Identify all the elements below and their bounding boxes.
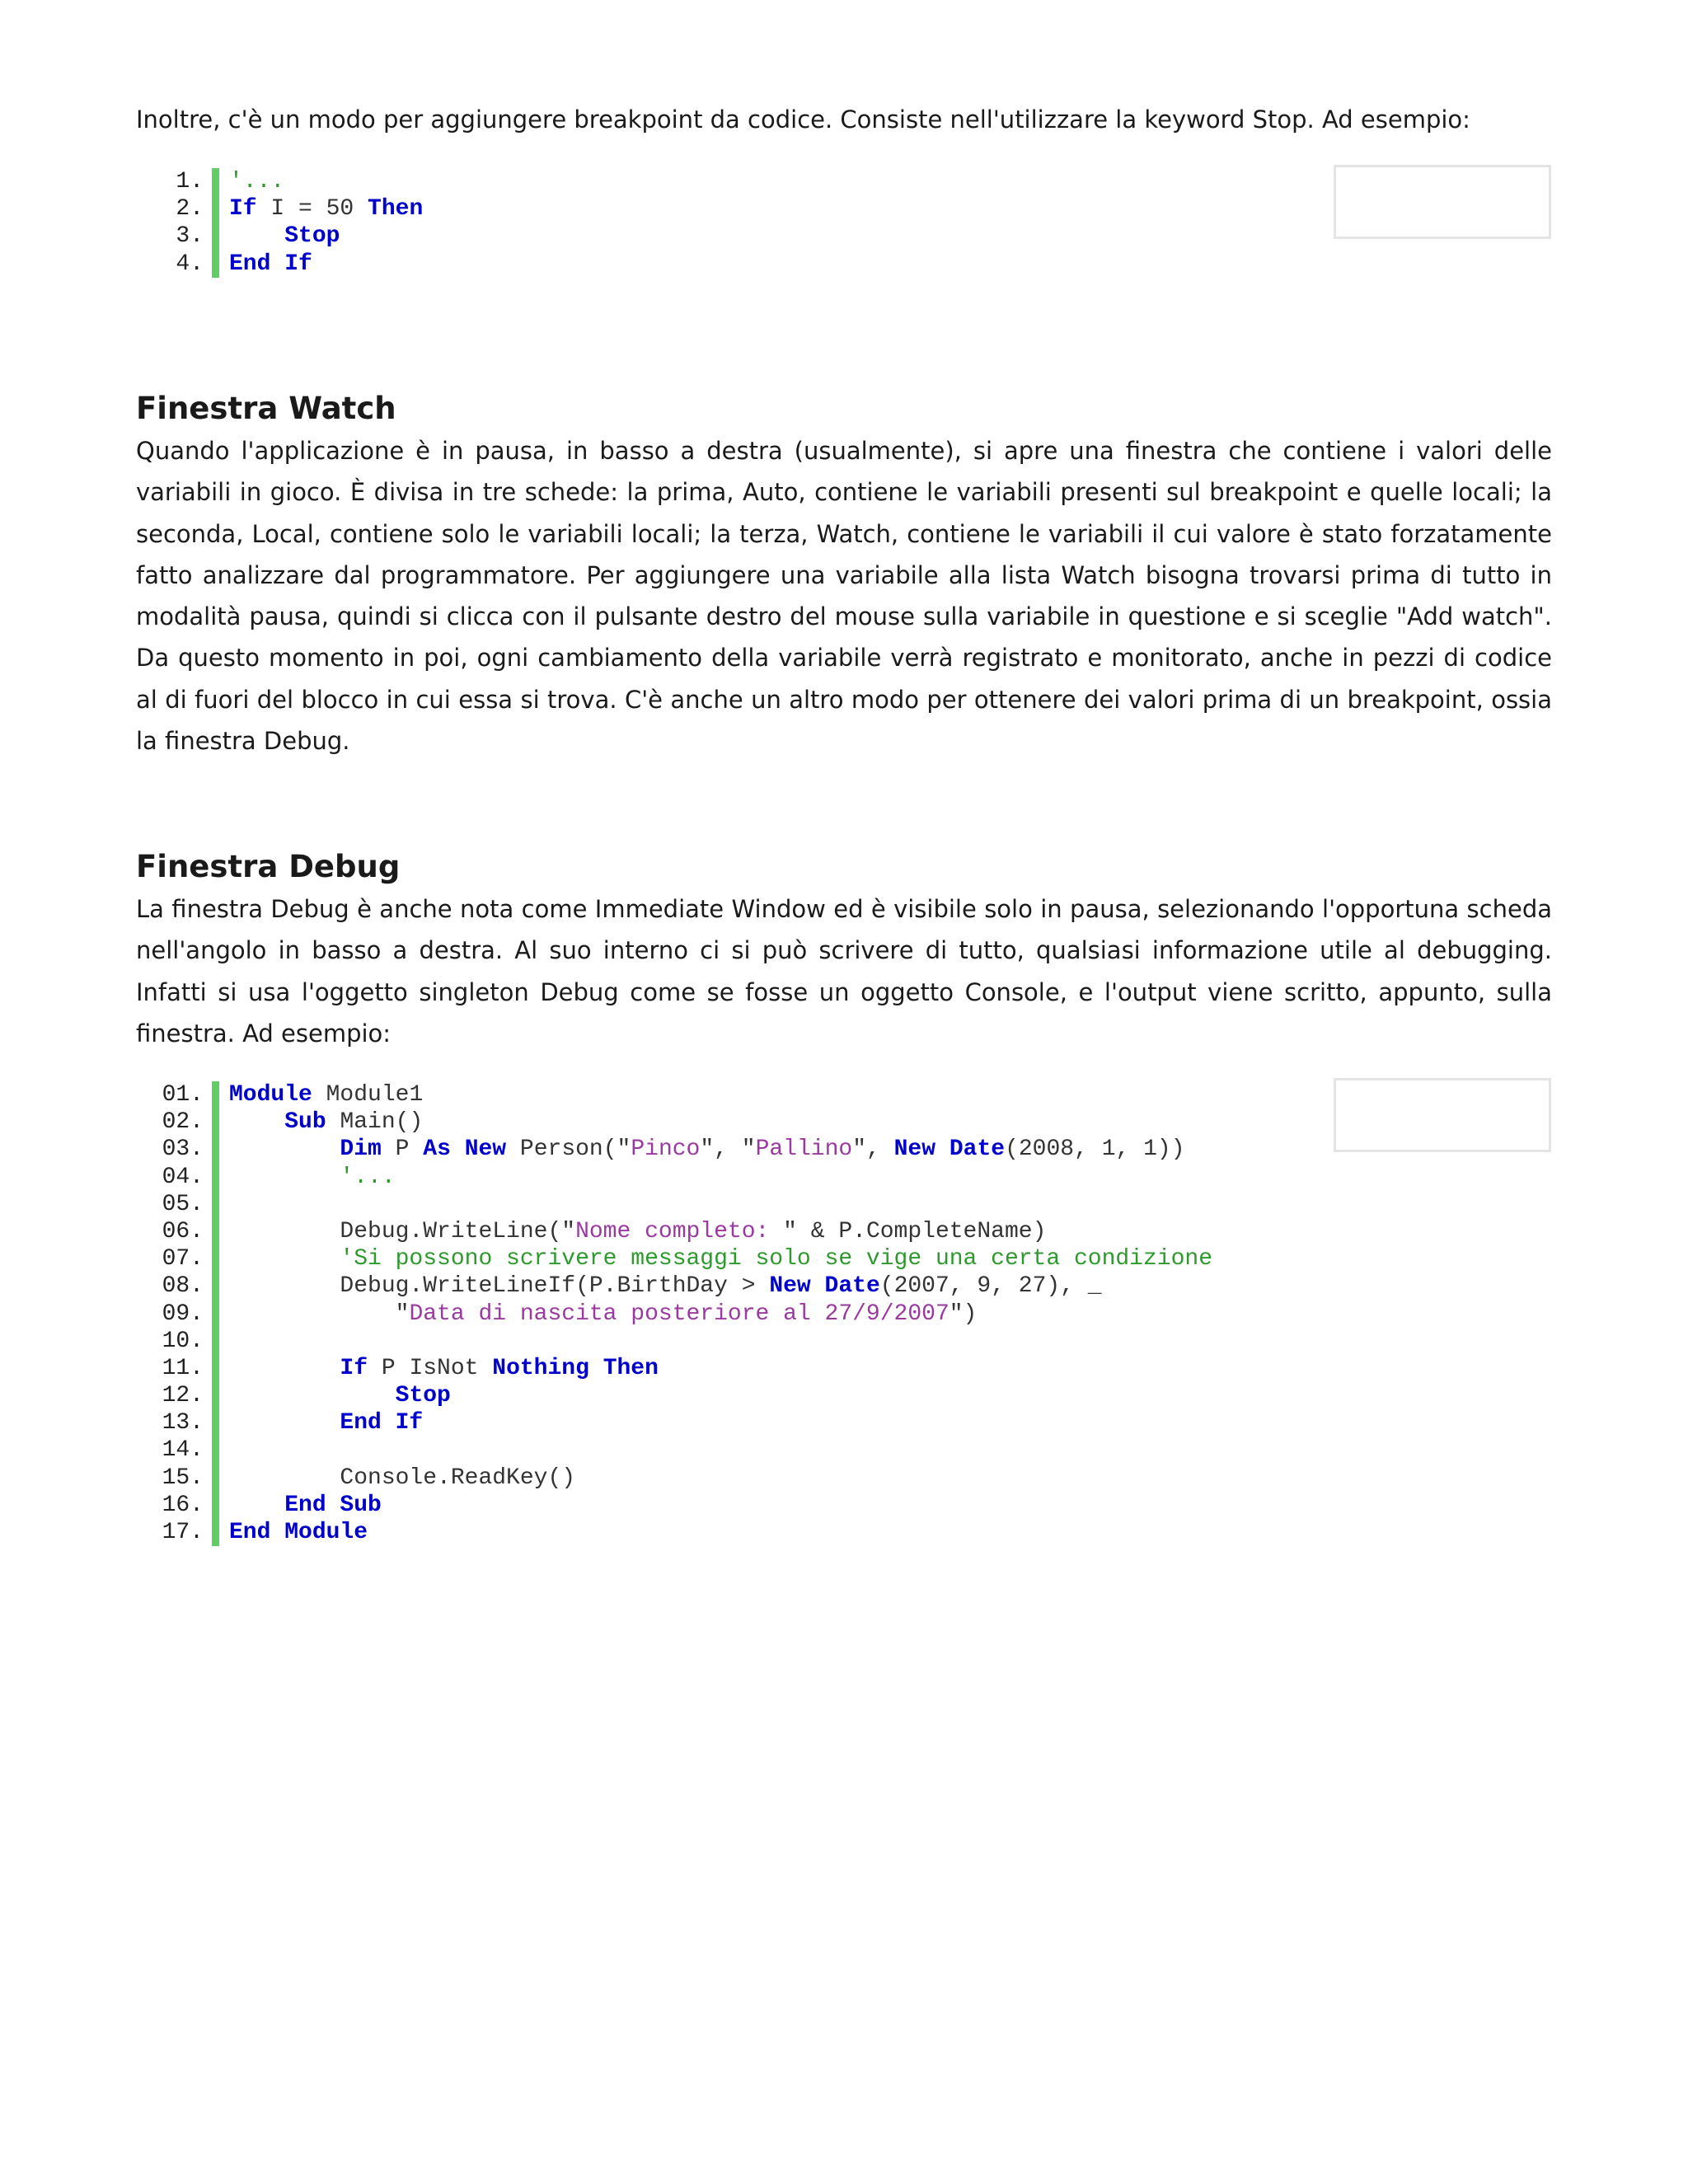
code-token: ") [949,1301,978,1327]
section-title-debug: Finestra Debug [136,849,401,884]
line-gutter-bar [212,1218,219,1245]
code-token: Debug.WriteLineIf(P.BirthDay > [229,1273,770,1300]
code-string: Data di nascita posteriore al 27/9/2007 [409,1301,950,1327]
intro-paragraph: Inoltre, c'è un modo per aggiungere breakpoint da codice. Consiste nell'utilizzare la keyword Stop. Ad esempio: [136,105,1470,134]
line-gutter-bar [212,1136,219,1163]
code-text [229,1301,977,1328]
line-gutter-bar [212,1108,219,1136]
code-line [136,1382,1212,1409]
code-keyword: Stop [284,223,340,250]
code-token [811,1273,825,1299]
code-token: I = 50 [256,196,368,223]
code-token [935,1137,950,1162]
code-line [136,1108,1212,1136]
code-token: Module1 [312,1082,424,1108]
code-token [229,1246,340,1272]
code-keyword: Date [949,1137,1006,1163]
code-text [229,1519,368,1546]
line-number: 10. [162,1328,204,1354]
code-line [136,1436,1212,1464]
line-number: 03. [162,1137,204,1163]
line-gutter-bar [212,1436,219,1464]
code-keyword: New [893,1137,936,1163]
code-keyword: Then [603,1355,659,1381]
line-gutter-bar [212,1492,219,1519]
code-text [229,1245,1212,1272]
line-gutter-bar [212,1245,219,1272]
code-keyword: Nothing [492,1355,589,1381]
code-token [229,1137,340,1162]
code-line [136,1081,1212,1108]
section-body-watch: Quando l'applicazione è in pausa, in basso a destra (usualmente), si apre una finestra che contiene i valori delle variabili in gioco. È divisa in tre schede: la prima, Auto, contiene le variabili presenti sul breakpoint e quelle locali; la seconda, Local, contiene solo le variabili locali; la terza, Watch, contiene le variabili il cui valore è stato forzatamente fatto analizzare dal programmatore. Per aggiungere una variabile alla lista Watch bisogna trovarsi prima di tutto in modalità pausa, quindi si clicca con il pulsante destro del mouse sulla variabile in questione e si sceglie "Add watch". Da questo momento in poi, ogni cambiamento della variabile verrà registrato e monitorato, anche in pezzi di codice al di fuori del blocco in cui essa si trova. C'è anche un altro modo per ottenere dei valori prima di un breakpoint, ossia la finestra Debug. [136,437,1552,756]
code-token [229,1356,340,1381]
code-line [136,1272,1212,1300]
line-number: 08. [162,1273,204,1300]
code-line [136,223,423,250]
code-token: Person(" [506,1137,631,1163]
code-line [136,1136,1212,1163]
code-keyword: End If [340,1410,424,1436]
code-keyword: Stop [395,1383,451,1409]
line-gutter-bar [212,1081,219,1108]
code-toolbar-box [1334,1078,1551,1152]
code-keyword: Then [368,196,424,223]
line-number: 04. [162,1164,204,1190]
code-token [229,1165,340,1190]
code-line [136,1301,1212,1328]
code-text [229,1164,396,1191]
code-token: P IsNot [368,1355,493,1381]
code-token: " [229,1301,410,1327]
code-toolbar-box [1334,165,1551,239]
code-token [229,1109,284,1135]
line-gutter-bar [212,1382,219,1409]
line-gutter-bar [212,251,219,278]
line-number: 05. [162,1191,204,1217]
line-gutter-bar [212,1519,219,1546]
code-line [136,251,423,278]
code-block-stop [136,168,423,278]
code-comment: 'Si possono scrivere messaggi solo se vige una certa condizione [340,1246,1212,1272]
code-token: ", " [700,1137,756,1163]
code-token: Debug.WriteLine(" [229,1218,576,1244]
line-gutter-bar [212,1409,219,1436]
code-token: Console.ReadKey() [229,1465,576,1491]
code-line [136,195,423,223]
code-token: P [381,1137,424,1163]
code-line [136,1492,1212,1519]
code-token [229,223,284,249]
code-text [229,223,340,250]
code-text [229,1382,451,1409]
code-keyword: New [769,1273,811,1300]
line-number: 16. [162,1492,204,1518]
line-gutter-bar [212,1164,219,1191]
code-keyword: New [464,1137,507,1163]
code-text [229,1492,382,1519]
code-line [136,1328,1212,1355]
code-keyword: End Sub [284,1492,382,1518]
code-text [229,251,312,278]
code-text [229,1409,423,1436]
code-string: Pinco [631,1137,701,1163]
code-token: ", [852,1137,894,1163]
line-number: 13. [162,1410,204,1436]
code-token [229,1410,340,1436]
section-body-debug: La finestra Debug è anche nota come Immediate Window ed è visibile solo in pausa, selezionando l'opportuna scheda nell'angolo in basso a destra. Al suo interno ci si può scrivere di tutto, qualsiasi informazione utile al debugging. Infatti si usa l'oggetto singleton Debug come se fosse un oggetto Console, e l'output viene scritto, appunto, sulla finestra. Ad esempio: [136,895,1552,1047]
line-gutter-bar [212,1355,219,1382]
code-text [229,1108,423,1136]
code-token: Main() [326,1109,424,1136]
code-token [229,1383,396,1408]
code-line [136,1245,1212,1272]
code-line [136,1218,1212,1245]
code-text [229,1081,423,1108]
line-number: 07. [162,1246,204,1272]
code-keyword: Date [824,1273,880,1300]
line-number: 1. [176,169,204,194]
code-text [229,1218,1046,1245]
section-title-watch: Finestra Watch [136,391,396,426]
line-number: 11. [162,1355,204,1381]
code-text [229,195,423,223]
line-number: 12. [162,1383,204,1409]
code-token: " & P.CompleteName) [783,1218,1047,1244]
code-comment: '... [229,169,285,194]
code-line [136,168,423,195]
code-token: (2008, 1, 1)) [1005,1137,1185,1163]
code-keyword: Module [229,1082,312,1108]
code-token: (2007, 9, 27), _ [879,1273,1102,1300]
code-text [229,1272,1102,1300]
code-keyword: If [340,1355,368,1381]
line-number: 09. [162,1301,204,1327]
line-number: 06. [162,1218,204,1244]
code-keyword: Sub [284,1109,326,1136]
line-number: 15. [162,1465,204,1491]
code-line [136,1409,1212,1436]
code-line [136,1191,1212,1218]
code-token [229,1493,284,1518]
code-line [136,1465,1212,1492]
line-gutter-bar [212,168,219,195]
code-keyword: If [229,196,257,223]
code-text [229,168,284,195]
line-gutter-bar [212,1328,219,1355]
line-gutter-bar [212,1301,219,1328]
code-comment: '... [340,1164,396,1190]
code-line [136,1519,1212,1546]
line-gutter-bar [212,1465,219,1492]
code-keyword: As [423,1137,451,1163]
code-line [136,1164,1212,1191]
code-text [229,1465,575,1492]
line-gutter-bar [212,1272,219,1300]
line-number: 02. [162,1109,204,1136]
line-number: 4. [176,251,204,277]
line-gutter-bar [212,223,219,250]
code-token [451,1137,465,1162]
code-keyword: End Module [229,1520,368,1545]
code-string: Nome completo: [575,1218,784,1244]
code-text [229,1355,659,1382]
line-number: 17. [162,1520,204,1545]
code-string: Pallino [755,1137,853,1163]
line-gutter-bar [212,1191,219,1218]
code-token [589,1356,603,1381]
code-block-module [136,1081,1212,1546]
code-keyword: Dim [340,1137,382,1163]
line-gutter-bar [212,195,219,223]
code-text [229,1136,1185,1163]
code-line [136,1355,1212,1382]
code-keyword: End If [229,251,312,277]
line-number: 3. [176,223,204,250]
line-number: 01. [162,1082,204,1108]
line-number: 2. [176,196,204,223]
line-number: 14. [162,1437,204,1464]
